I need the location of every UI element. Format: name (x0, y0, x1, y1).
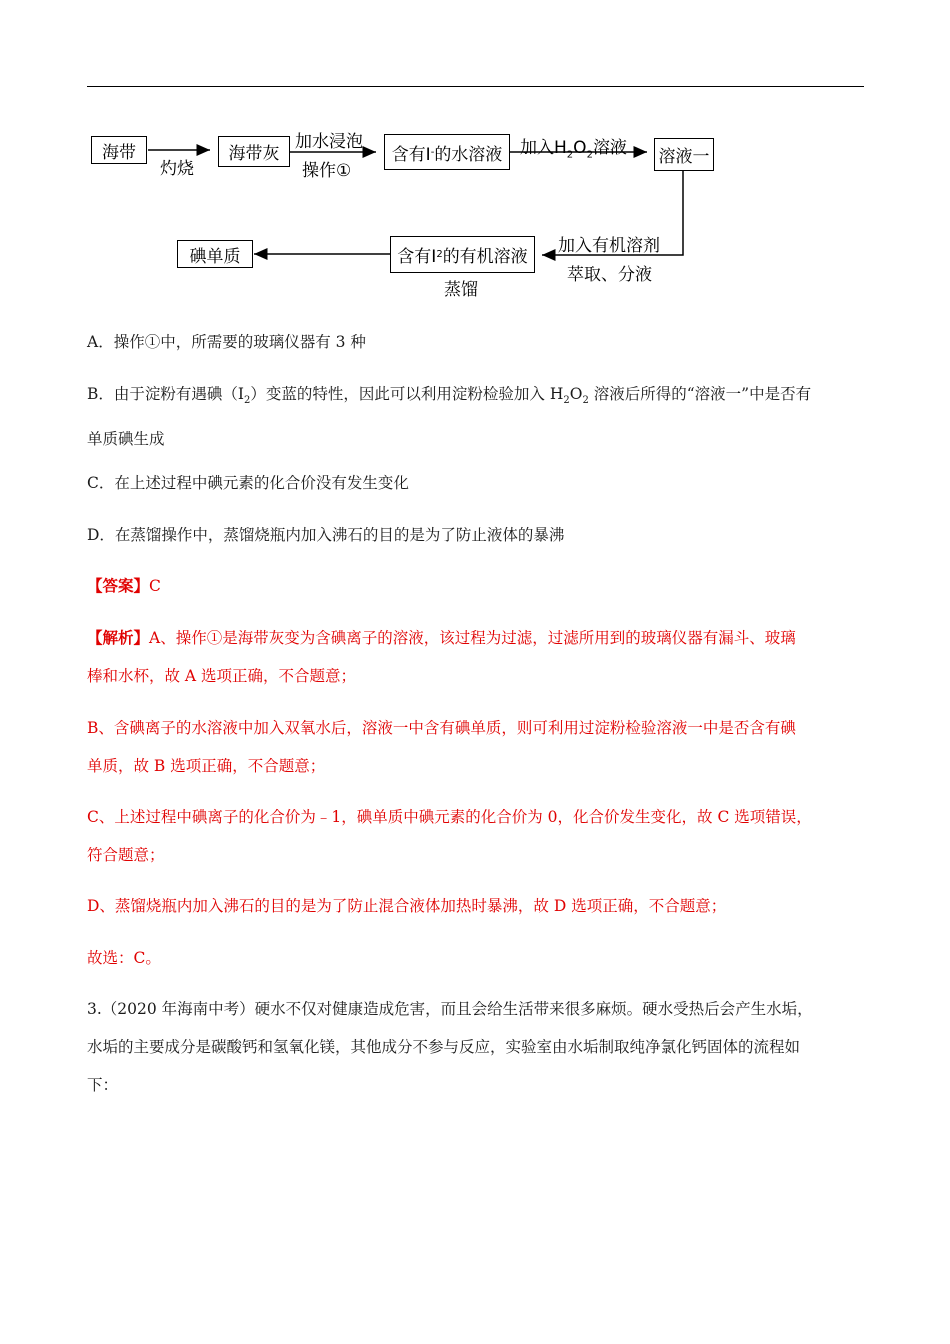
box-haidaihui: 海带灰 (218, 136, 290, 167)
option-d: D．在蒸馏操作中，蒸馏烧瓶内加入沸石的目的是为了防止液体的暴沸 (87, 526, 565, 544)
option-a: A．操作①中，所需要的玻璃仪器有 3 种 (87, 333, 366, 351)
analysis-tag: 【解析】 (87, 628, 150, 647)
label-extract: 萃取、分液 (567, 265, 652, 285)
label-soak: 加水浸泡 (295, 132, 363, 152)
analysis-d: D、蒸馏烧瓶内加入沸石的目的是为了防止混合液体加热时暴沸，故 D 选项正确，不合题意； (87, 897, 727, 915)
answer-value: C (149, 577, 161, 595)
analysis-a: 【解析】A、操作①是海带灰变为含碘离子的溶液，该过程为过滤，过滤所用到的玻璃仪器有漏斗、玻璃 棒和水杯，故 A 选项正确，不合题意； (87, 628, 796, 685)
label-distill: 蒸馏 (444, 280, 478, 300)
box-iodine-organic: 含有I 2 的有机溶液 (390, 236, 535, 273)
option-b: B．由于淀粉有遇碘$(I_2)$变蓝的特性，因此可以利用淀粉检验加入 $H_2O_2$ 溶液后所得的“溶液一”中是否有 单质碘生成 (87, 385, 812, 449)
label-burn: 灼烧 (160, 159, 194, 179)
analysis-conclusion: 故选：C。 (87, 949, 161, 967)
answer-line (87, 567, 862, 605)
label-add-h2o2: 加入$H_2O_2$溶液 (520, 138, 627, 161)
box-iodide-solution: 含有I - 的水溶液 (384, 134, 510, 170)
box-haidai: 海带 (91, 136, 147, 164)
label-add-organic: 加入有机溶剂 (558, 236, 660, 256)
analysis-c: C、上述过程中碘离子的化合价为﹣1，碘单质中碘元素的化合价为 0，化合价发生变化，故 C 选项错误， 符合题意； (87, 808, 812, 864)
box-iodine-element: 碘单质 (177, 240, 253, 268)
analysis-b: B、含碘离子的水溶液中加入双氧水后，溶液一中含有碘单质，则可利用过淀粉检验溶液一中是否含有碘 单质，故 B 选项正确，不合题意； (87, 719, 796, 775)
box-solution-one: 溶液一 (654, 138, 714, 171)
option-c: C．在上述过程中碘元素的化合价没有发生变化 (87, 474, 409, 492)
label-operation-1: 操作① (302, 161, 352, 181)
question-3: 3.（2020 年海南中考）硬水不仅对健康造成危害，而且会给生活带来很多麻烦。硬水受热后会产生水垢， 水垢的主要成分是碳酸钙和氢氧化镁，其他成分不参与反应，实验室由水垢制取纯净氯化钙固体的流程如 下： (87, 1000, 813, 1094)
answer-tag: 【答案】 (87, 576, 150, 595)
